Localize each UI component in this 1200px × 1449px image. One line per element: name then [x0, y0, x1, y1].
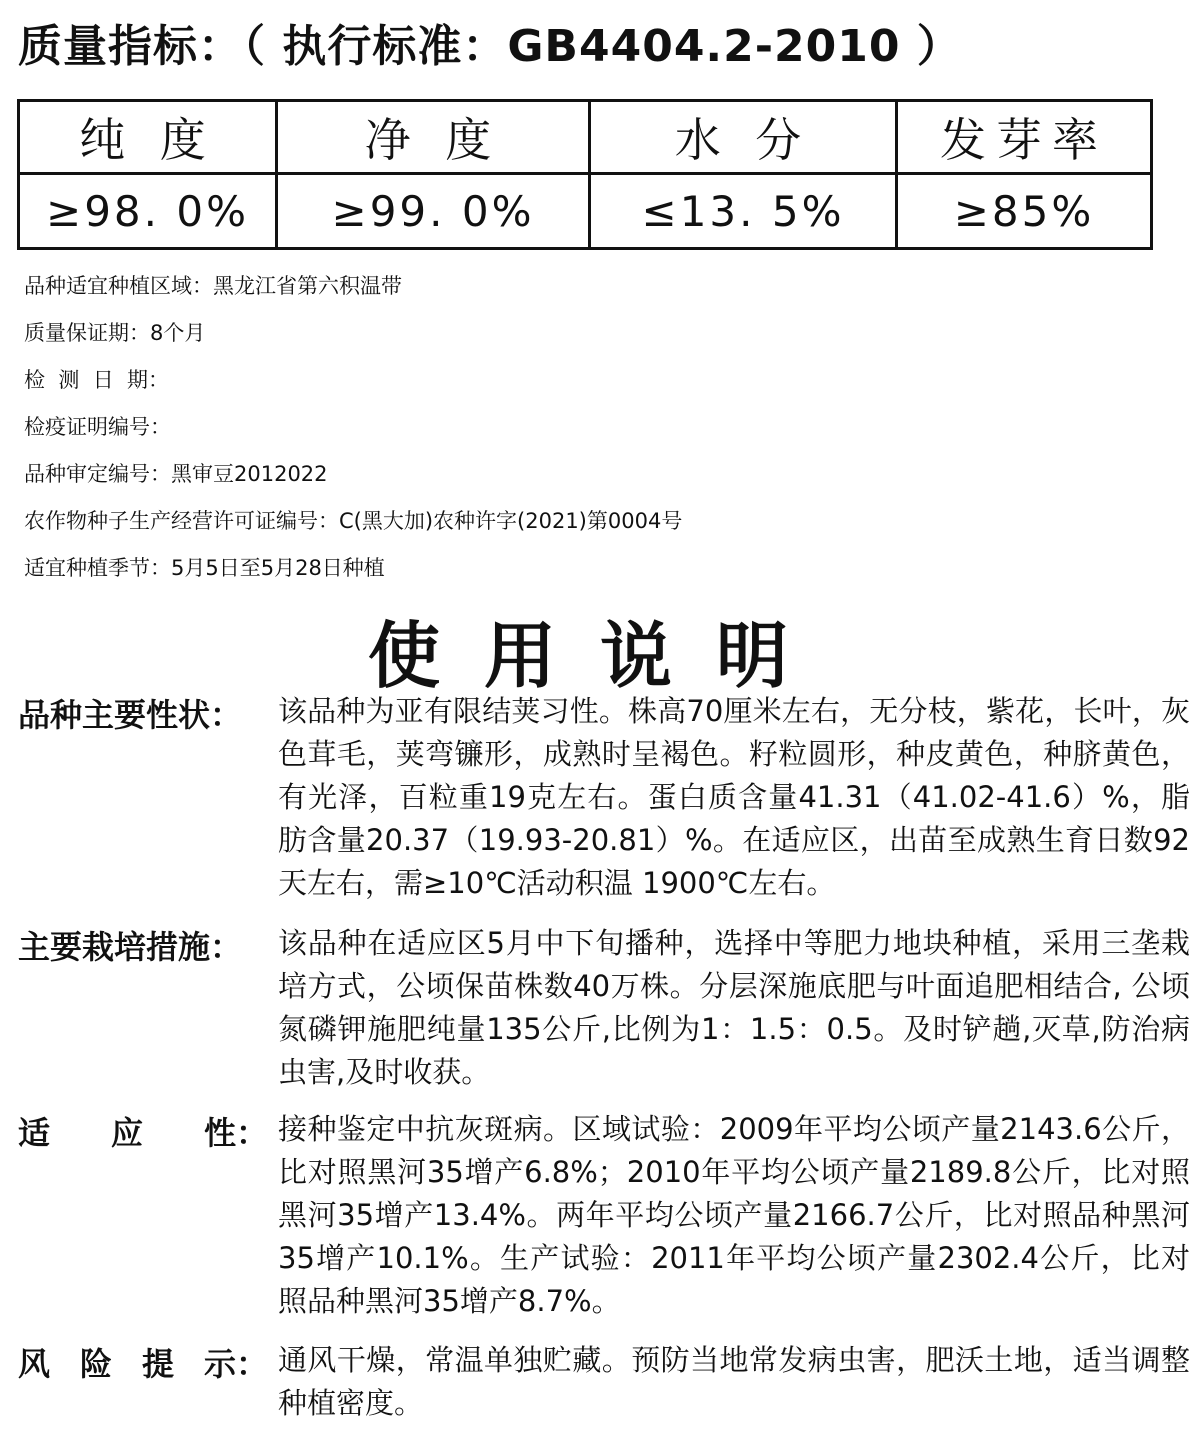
label-char: 适 — [18, 1114, 51, 1152]
header-purity: 纯 度 — [19, 101, 277, 174]
section-text: 该品种为亚有限结荚习性。株高70厘米左右，无分枝，紫花，长叶，灰色茸毛，荚弯镰形，成熟时呈褐色。籽粒圆形，种皮黄色，种脐黄色，有光泽，百粒重19克左右。蛋白质含量41.31（41.02-41.6）%，脂肪含量20.37（19.93-20.81）%。在适应区，出苗至成熟生育日数92天左右，需≥10℃活动积温 1900℃左右。 — [278, 694, 1190, 900]
info-planting-region: 品种适宜种植区域：黑龙江省第六积温带 — [24, 274, 402, 298]
section-label — [18, 1108, 268, 1154]
label-char: 性： — [203, 1114, 268, 1152]
header-germination: 发芽率 — [897, 101, 1152, 174]
section-text: 该品种在适应区5月中下旬播种，选择中等肥力地块种植，采用三垄栽培方式，公顷保苗株数40万株。分层深施底肥与叶面追肥相结合, 公顷氮磷钾施肥纯量135公斤,比例为1：1.5：0.5。及时铲趟,灭草,防治病虫害,及时收获。 — [278, 926, 1190, 1089]
header-cleanliness: 净 度 — [277, 101, 590, 174]
table-header-row — [19, 101, 1152, 174]
info-test-date: 检 测 日 期： — [24, 368, 170, 392]
label-char: 风 — [18, 1345, 51, 1383]
quality-table — [17, 99, 1153, 250]
label-char: 险 — [79, 1345, 112, 1383]
page-title: 质量指标：（ 执行标准：GB4404.2-2010 ） — [18, 21, 962, 72]
value-germination: ≥85% — [897, 174, 1152, 249]
table-value-row — [19, 174, 1152, 249]
section-label — [18, 1339, 268, 1385]
value-cleanliness: ≥99. 0% — [277, 174, 590, 249]
value-moisture: ≤13. 5% — [590, 174, 897, 249]
value-purity: ≥98. 0% — [19, 174, 277, 249]
info-quarantine-number: 检疫证明编号： — [24, 415, 171, 439]
label-char: 应 — [110, 1114, 143, 1152]
header-moisture: 水 分 — [590, 101, 897, 174]
section-label: 主要栽培措施： — [18, 928, 243, 966]
label-char: 示： — [203, 1345, 268, 1383]
usage-title: 使用说明 — [367, 614, 832, 698]
info-planting-season: 适宜种植季节：5月5日至5月28日种植 — [24, 556, 385, 580]
info-license-number: 农作物种子生产经营许可证编号：C(黑大加)农种许字(2021)第0004号 — [24, 509, 683, 533]
label-char: 提 — [141, 1345, 174, 1383]
info-approval-number: 品种审定编号：黑审豆2012022 — [24, 462, 328, 486]
section-text: 接种鉴定中抗灰斑病。区域试验：2009年平均公顷产量2143.6公斤，比对照黑河35增产6.8%；2010年平均公顷产量2189.8公斤，比对照黑河35增产13.4%。两年平均公顷产量2166.7公斤，比对照品种黑河35增产10.1%。生产试验：2011年平均公顷产量2302.4公斤，比对照品种黑河35增产8.7%。 — [278, 1112, 1190, 1318]
section-text: 通风干燥，常温单独贮藏。预防当地常发病虫害，肥沃土地，适当调整种植密度。 — [278, 1343, 1190, 1420]
info-warranty-period: 质量保证期：8个月 — [24, 321, 206, 345]
section-label: 品种主要性状： — [18, 696, 243, 734]
